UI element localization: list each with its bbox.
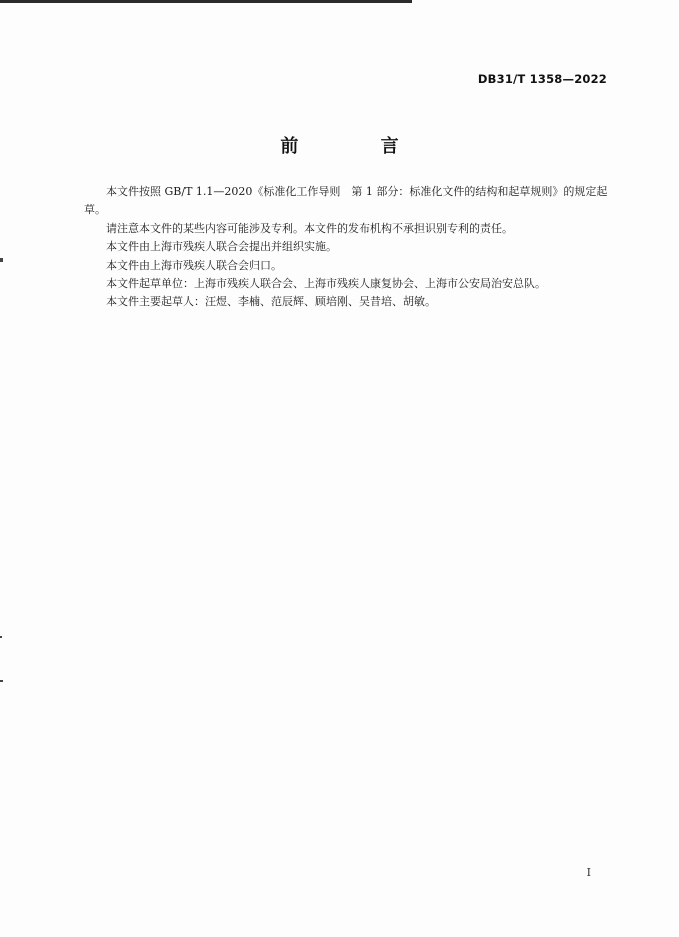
paragraph-proposer: 本文件由上海市残疾人联合会提出并组织实施。: [106, 240, 337, 254]
page-title: 前 言: [280, 136, 437, 157]
top-border-line: [0, 0, 412, 3]
paragraph-administrator: 本文件由上海市残疾人联合会归口。: [106, 258, 282, 272]
paragraph-patent-notice: 请注意本文件的某些内容可能涉及专利。本文件的发布机构不承担识别专利的责任。: [106, 221, 513, 235]
page-number: I: [586, 866, 591, 879]
scan-margin-mark: [0, 680, 3, 682]
paragraph-drafters: 本文件主要起草人：汪煜、李楠、范辰辉、顾培刚、吴昔培、胡敏。: [106, 295, 436, 309]
scan-margin-mark: [0, 636, 2, 638]
document-id: DB31/T 1358—2022: [477, 72, 607, 86]
paragraph-drafting-units: 本文件起草单位：上海市残疾人联合会、上海市残疾人康复协会、上海市公安局治安总队。: [106, 277, 546, 291]
scan-margin-mark: [0, 258, 3, 262]
paragraph-drafting-basis: 本文件按照 GB/T 1.1—2020《标准化工作导则 第 1 部分：标准化文件的结构和起草规则》的规定起草。: [84, 185, 608, 217]
foreword-body: [84, 183, 608, 312]
